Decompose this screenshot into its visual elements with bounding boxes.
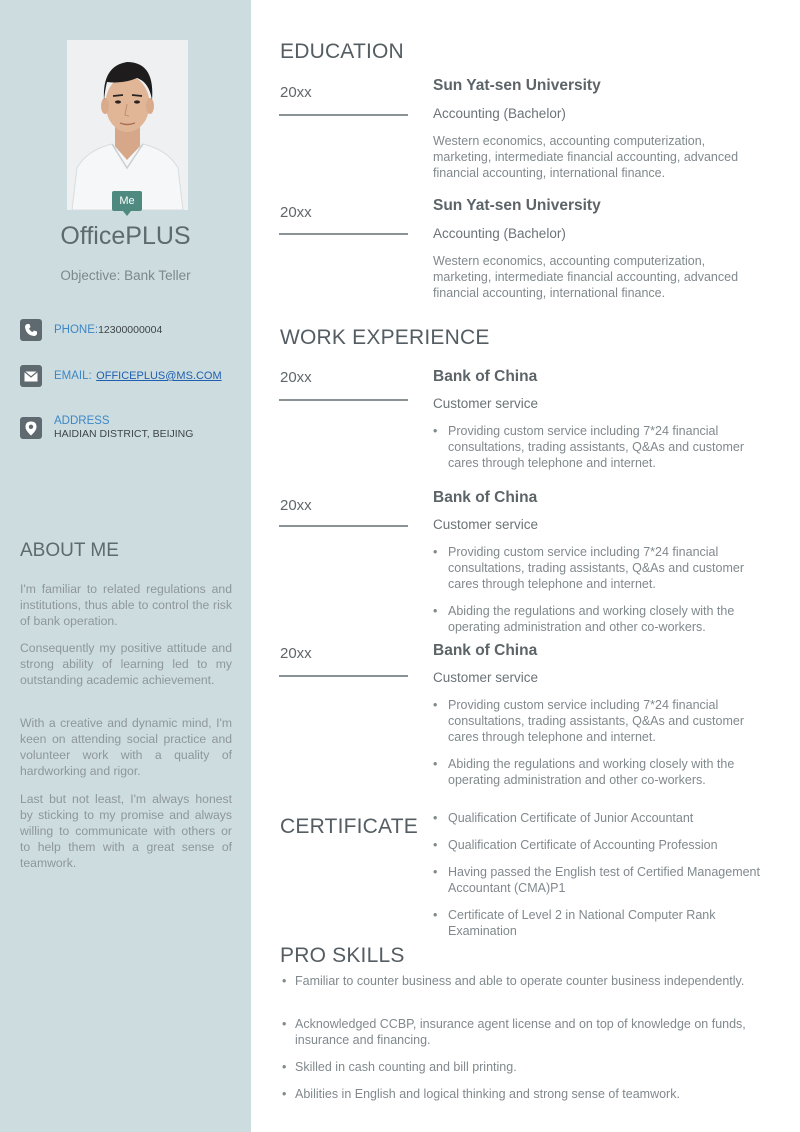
certificate-heading: CERTIFICATE — [280, 815, 418, 838]
skill-item: • Abilities in English and logical thinking and strong sense of teamwork. — [282, 1086, 752, 1102]
certificate-item: • Having passed the English test of Certified Management Accountant (CMA)P1 — [433, 864, 763, 896]
divider — [279, 233, 408, 235]
email-label: EMAIL: — [54, 370, 92, 382]
work-role: Customer service — [433, 670, 539, 685]
work-year: 20xx — [280, 497, 312, 514]
certificate-item: • Qualification Certificate of Accounting Profession — [433, 837, 763, 853]
address-value: HAIDIAN DISTRICT, BEIJING — [54, 428, 194, 440]
mail-icon — [20, 365, 42, 387]
divider — [279, 675, 408, 677]
work-bullet: • Providing custom service including 7*24 financial consultations, trading assistants, Q&As and customer cares through telephone and internet. — [433, 544, 763, 592]
work-experience-heading: WORK EXPERIENCE — [280, 326, 490, 349]
work-bullet: • Providing custom service including 7*24 financial consultations, trading assistants, Q&As and customer cares through telephone and internet. — [433, 423, 763, 471]
divider — [279, 114, 408, 116]
skill-item: • Skilled in cash counting and bill printing. — [282, 1059, 752, 1075]
education-institution: Sun Yat-sen University — [433, 197, 601, 214]
me-tag: Me — [112, 191, 142, 211]
about-paragraph: Last but not least, I'm always honest by sticking to my promise and always willing to communicate with others or to help them with a great sense of teamwork. — [20, 792, 232, 870]
work-company: Bank of China — [433, 642, 538, 659]
work-role: Customer service — [433, 396, 539, 411]
address-label: ADDRESS — [54, 415, 110, 427]
education-heading: EDUCATION — [280, 40, 404, 63]
work-bullet: • Abiding the regulations and working closely with the operating administration and other co-workers. — [433, 756, 763, 788]
work-bullet: • Providing custom service including 7*24 financial consultations, trading assistants, Q&As and customer cares through telephone and internet. — [433, 697, 763, 745]
about-paragraph: With a creative and dynamic mind, I'm keen on attending social practice and volunteer work with a quality of hardworking and rigor. — [20, 716, 232, 778]
education-description: Western economics, accounting computerization, marketing, intermediate financial accounting, advanced financial accounting, international finance. — [433, 134, 739, 180]
phone-label: PHONE: — [54, 324, 99, 336]
certificate-item: • Certificate of Level 2 in National Computer Rank Examination — [433, 907, 763, 939]
work-year: 20xx — [280, 369, 312, 386]
about-paragraph: Consequently my positive attitude and strong ability of learning led to my outstanding academic achievement. — [20, 641, 232, 687]
divider — [279, 525, 408, 527]
profile-name: OfficePLUS — [60, 222, 191, 250]
education-description: Western economics, accounting computerization, marketing, intermediate financial accounting, advanced financial accounting, international finance. — [433, 254, 739, 300]
contact-phone — [20, 319, 162, 341]
location-pin-icon — [20, 417, 42, 439]
skill-item: • Familiar to counter business and able to operate counter business independently. — [282, 973, 752, 989]
email-link[interactable]: OFFICEPLUS@MS.COM — [96, 370, 222, 382]
sidebar — [0, 0, 251, 1132]
work-company: Bank of China — [433, 489, 538, 506]
work-year: 20xx — [280, 645, 312, 662]
certificate-item: • Qualification Certificate of Junior Accountant — [433, 810, 763, 826]
pro-skills-heading: PRO SKILLS — [280, 944, 405, 967]
objective: Objective: Bank Teller — [60, 268, 191, 283]
phone-icon — [20, 319, 42, 341]
divider — [279, 399, 408, 401]
about-paragraph: I'm familiar to related regulations and institutions, thus able to control the risk of bank operation. — [20, 582, 232, 628]
phone-value: 12300000004 — [98, 324, 163, 336]
education-institution: Sun Yat-sen University — [433, 77, 601, 94]
education-degree: Accounting (Bachelor) — [433, 106, 566, 121]
about-me-heading: ABOUT ME — [20, 540, 119, 561]
work-company: Bank of China — [433, 368, 538, 385]
contact-email — [20, 365, 222, 387]
skill-item: • Acknowledged CCBP, insurance agent license and on top of knowledge on funds, insurance and financing. — [282, 1016, 752, 1048]
work-role: Customer service — [433, 517, 539, 532]
work-bullet: • Abiding the regulations and working closely with the operating administration and other co-workers. — [433, 603, 763, 635]
education-year: 20xx — [280, 204, 312, 221]
contact-address — [20, 415, 193, 441]
profile-photo — [67, 40, 188, 210]
education-year: 20xx — [280, 84, 312, 101]
education-degree: Accounting (Bachelor) — [433, 226, 566, 241]
